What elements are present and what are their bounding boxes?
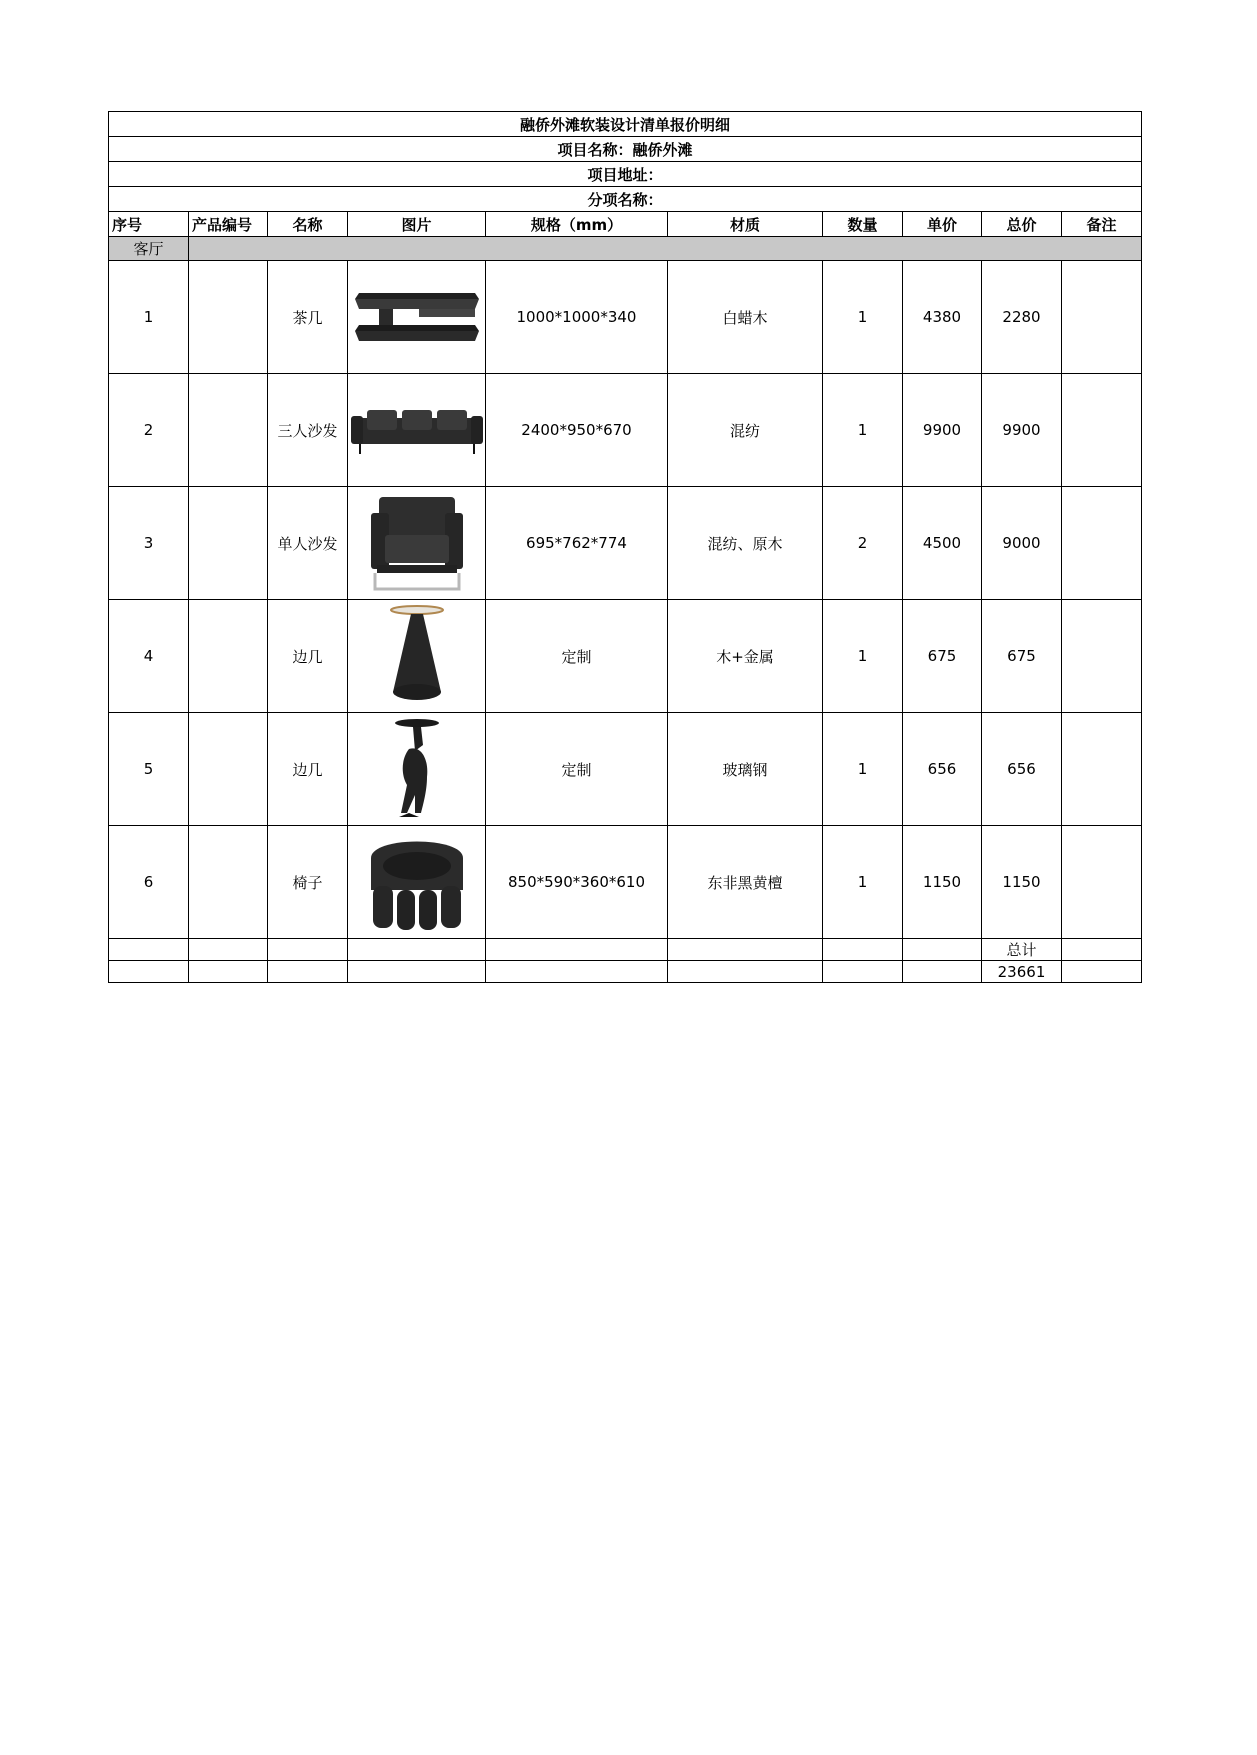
- row-image: [348, 713, 486, 826]
- section-label: 客厅: [109, 237, 189, 261]
- total-value: 23661: [982, 961, 1062, 983]
- row-unit-price: 1150: [903, 826, 982, 939]
- row-note: [1062, 261, 1142, 374]
- row-total: 656: [982, 713, 1062, 826]
- row-name: 椅子: [268, 826, 348, 939]
- row-no: 2: [109, 374, 189, 487]
- row-code: [189, 261, 268, 374]
- sheet-title: 融侨外滩软装设计清单报价明细: [109, 112, 1142, 137]
- row-material: 混纺、原木: [668, 487, 823, 600]
- col-header-image: 图片: [348, 212, 486, 237]
- dog-side-table-image: [349, 715, 485, 823]
- row-qty: 1: [823, 261, 903, 374]
- row-image: [348, 374, 486, 487]
- row-note: [1062, 826, 1142, 939]
- armchair-image: [349, 489, 485, 597]
- row-code: [189, 487, 268, 600]
- col-header-code: 产品编号: [189, 212, 268, 237]
- row-spec: 850*590*360*610: [486, 826, 668, 939]
- row-no: 4: [109, 600, 189, 713]
- row-image: [348, 487, 486, 600]
- row-name: 边几: [268, 600, 348, 713]
- row-total: 9900: [982, 374, 1062, 487]
- row-total: 2280: [982, 261, 1062, 374]
- table-row: [109, 713, 1142, 826]
- row-code: [189, 600, 268, 713]
- elephant-chair-image: [349, 828, 485, 936]
- col-header-note: 备注: [1062, 212, 1142, 237]
- row-material: 玻璃钢: [668, 713, 823, 826]
- coffee-table-image: [349, 277, 485, 357]
- row-image: [348, 600, 486, 713]
- quotation-table: [108, 111, 1142, 983]
- row-unit-price: 9900: [903, 374, 982, 487]
- table-row: [109, 374, 1142, 487]
- three-seat-sofa-image: [349, 400, 485, 460]
- row-spec: 定制: [486, 713, 668, 826]
- section-fill: [189, 237, 1142, 261]
- table-row: [109, 600, 1142, 713]
- col-header-unit-price: 单价: [903, 212, 982, 237]
- col-header-no: 序号: [109, 212, 189, 237]
- project-name: 项目名称：融侨外滩: [109, 137, 1142, 162]
- row-qty: 2: [823, 487, 903, 600]
- table-header-row: [109, 212, 1142, 237]
- row-name: 单人沙发: [268, 487, 348, 600]
- row-no: 1: [109, 261, 189, 374]
- table-row: [109, 487, 1142, 600]
- row-note: [1062, 600, 1142, 713]
- sub-item-name: 分项名称：: [109, 187, 1142, 212]
- row-note: [1062, 713, 1142, 826]
- row-material: 木+金属: [668, 600, 823, 713]
- row-material: 东非黑黄檀: [668, 826, 823, 939]
- row-code: [189, 826, 268, 939]
- row-spec: 2400*950*670: [486, 374, 668, 487]
- row-image: [348, 826, 486, 939]
- table-row: [109, 261, 1142, 374]
- row-no: 5: [109, 713, 189, 826]
- row-total: 1150: [982, 826, 1062, 939]
- row-material: 白蜡木: [668, 261, 823, 374]
- row-note: [1062, 374, 1142, 487]
- total-label-row: [109, 939, 1142, 961]
- table-row: [109, 826, 1142, 939]
- col-header-name: 名称: [268, 212, 348, 237]
- row-qty: 1: [823, 600, 903, 713]
- col-header-total: 总价: [982, 212, 1062, 237]
- total-value-row: [109, 961, 1142, 983]
- side-table-image: [349, 602, 485, 710]
- row-total: 675: [982, 600, 1062, 713]
- row-unit-price: 4500: [903, 487, 982, 600]
- row-unit-price: 656: [903, 713, 982, 826]
- row-code: [189, 374, 268, 487]
- col-header-spec: 规格（mm）: [486, 212, 668, 237]
- row-spec: 定制: [486, 600, 668, 713]
- total-label: 总计: [982, 939, 1062, 961]
- row-material: 混纺: [668, 374, 823, 487]
- row-qty: 1: [823, 713, 903, 826]
- row-spec: 695*762*774: [486, 487, 668, 600]
- col-header-qty: 数量: [823, 212, 903, 237]
- row-name: 茶几: [268, 261, 348, 374]
- row-total: 9000: [982, 487, 1062, 600]
- col-header-material: 材质: [668, 212, 823, 237]
- row-unit-price: 4380: [903, 261, 982, 374]
- row-spec: 1000*1000*340: [486, 261, 668, 374]
- section-row: [109, 237, 1142, 261]
- row-name: 三人沙发: [268, 374, 348, 487]
- row-no: 3: [109, 487, 189, 600]
- row-note: [1062, 487, 1142, 600]
- row-name: 边几: [268, 713, 348, 826]
- project-address: 项目地址：: [109, 162, 1142, 187]
- row-qty: 1: [823, 826, 903, 939]
- row-code: [189, 713, 268, 826]
- row-image: [348, 261, 486, 374]
- row-qty: 1: [823, 374, 903, 487]
- row-no: 6: [109, 826, 189, 939]
- row-unit-price: 675: [903, 600, 982, 713]
